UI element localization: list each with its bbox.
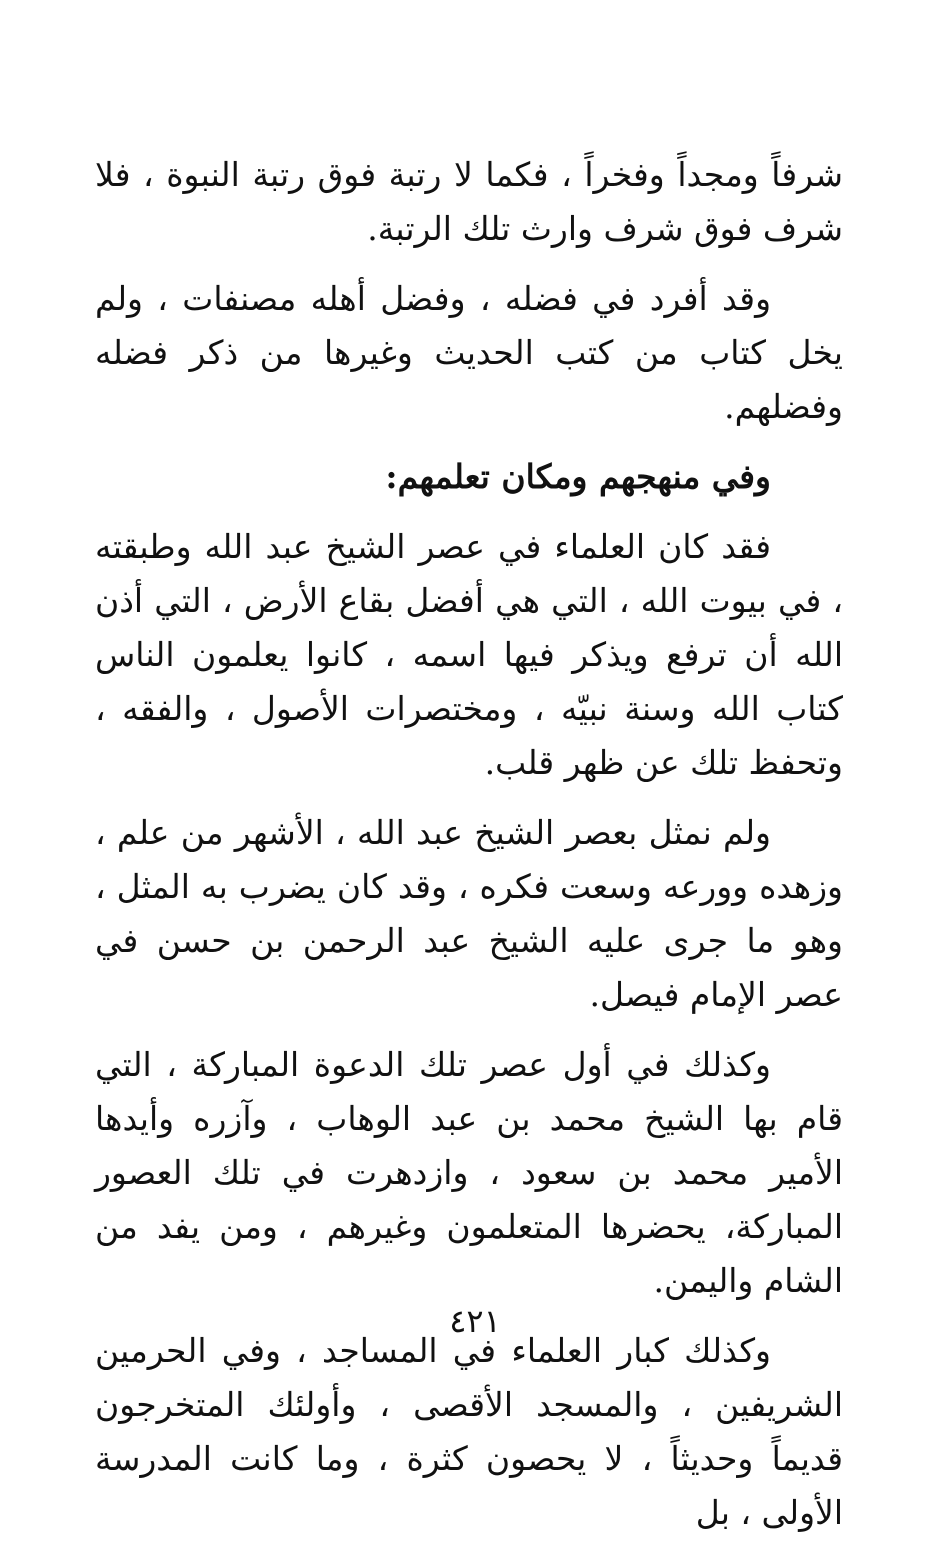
page-number: ٤٢١: [449, 1302, 501, 1340]
paragraph: فقد كان العلماء في عصر الشيخ عبد الله وطبقته ، في بيوت الله ، التي هي أفضل بقاع الأرض ، التي أذن الله أن ترفع ويذكر فيها اسمه ، كانوا يعلمون الناس كتاب الله وسنة نبيّه ، ومختصرات الأصول ، والفقه ، وتحفظ تلك عن ظهر قلب.: [95, 527, 843, 782]
section-heading: وفي منهجهم ومكان تعلمهم:: [385, 457, 771, 496]
body-text: [95, 148, 843, 1556]
paragraph: وكذلك في أول عصر تلك الدعوة المباركة ، التي قام بها الشيخ محمد بن عبد الوهاب ، وآزره وأيدها الأمير محمد بن سعود ، وازدهرت في تلك العصور المباركة، يحضرها المتعلمون وغيرهم ، ومن يفد من الشام واليمن.: [95, 1045, 843, 1300]
paragraph: وقد أفرد في فضله ، وفضل أهله مصنفات ، ولم يخل كتاب من كتب الحديث وغيرها من ذكر فضله وفضلهم.: [95, 279, 843, 426]
paragraph: وكذلك كبار العلماء في المساجد ، وفي الحرمين الشريفين ، والمسجد الأقصى ، وأولئك المتخرجون قديماً وحديثاً ، لا يحصون كثرة ، وما كانت المدرسة الأولى ، بل: [95, 1331, 843, 1532]
paragraph: ولم نمثل بعصر الشيخ عبد الله ، الأشهر من علم ، وزهده وورعه وسعت فكره ، وقد كان يضرب به المثل ، وهو ما جرى عليه الشيخ عبد الرحمن بن حسن في عصر الإمام فيصل.: [95, 813, 843, 1014]
paragraph: شرفاً ومجداً وفخراً ، فكما لا رتبة فوق رتبة النبوة ، فلا شرف فوق شرف وارث تلك الرتبة.: [95, 155, 843, 248]
